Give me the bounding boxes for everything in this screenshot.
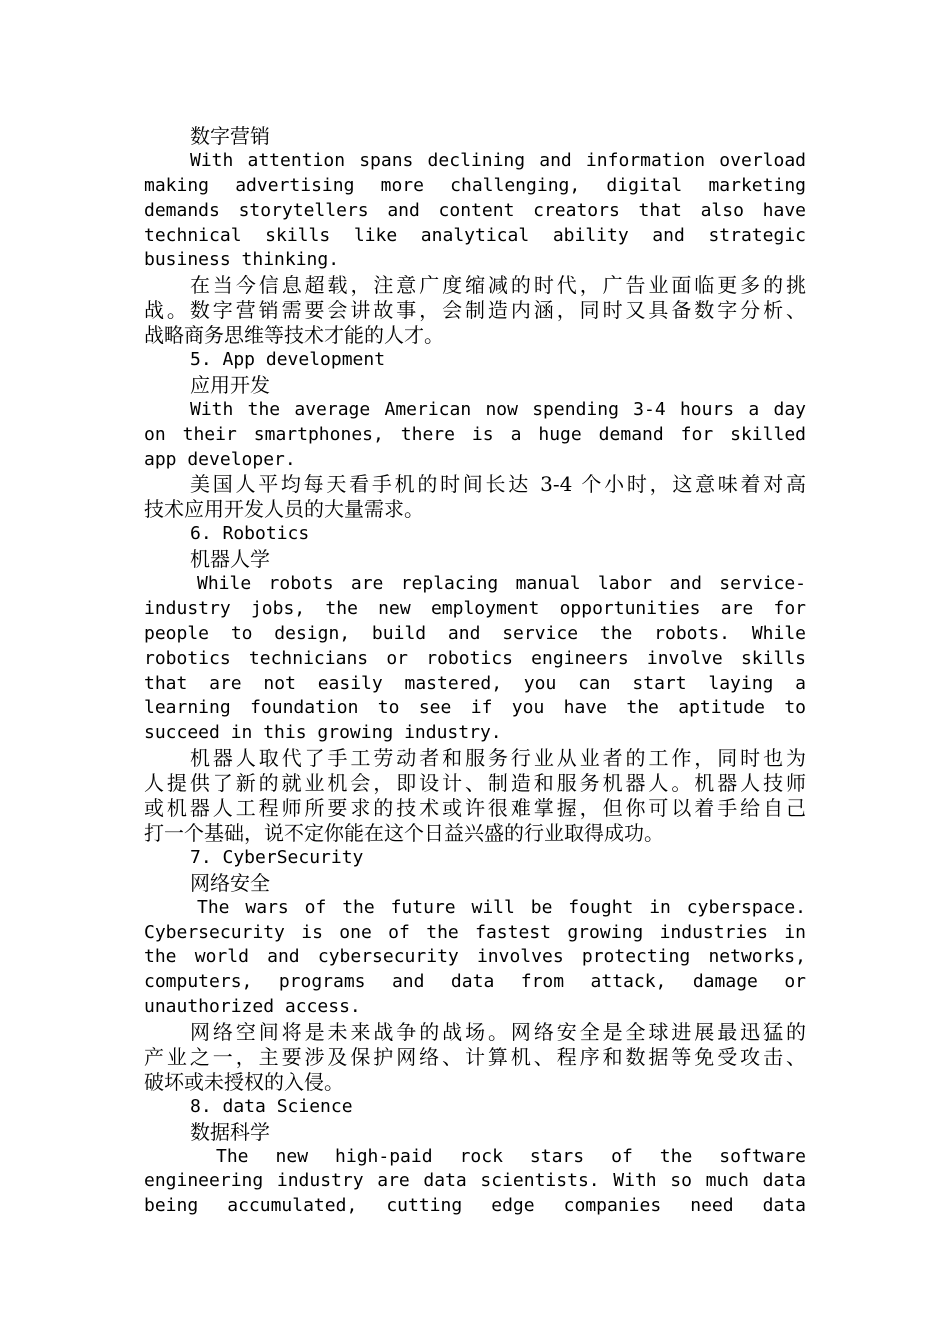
paragraph-line: making advertising more challenging, digital marketing xyxy=(144,174,806,196)
paragraph-line: With attention spans declining and information overload xyxy=(190,149,806,171)
paragraph-line-zh: 打一个基础，说不定你能在这个日益兴盛的行业取得成功。 xyxy=(144,820,664,845)
paragraph-line: computers, programs and data from attack, damage or xyxy=(144,971,806,993)
section-heading-zh: 应用开发 xyxy=(190,372,270,397)
paragraph-line-zh: 机器人取代了手工劳动者和服务行业从业者的工作，同时也为 xyxy=(190,746,806,771)
section-heading-en: 5. App development xyxy=(190,349,386,371)
paragraph-line: app developer. xyxy=(144,448,296,470)
paragraph-line-zh: 技术应用开发人员的大量需求。 xyxy=(144,497,424,522)
paragraph-line-zh: 破坏或未授权的入侵。 xyxy=(144,1069,344,1094)
section-heading-zh: 数据科学 xyxy=(190,1119,270,1144)
paragraph-line-zh: 网络空间将是未来战争的战场。网络安全是全球进展最迅猛的 xyxy=(190,1020,806,1045)
paragraph-line: business thinking. xyxy=(144,249,340,271)
paragraph-line: technical skills like analytical ability and strategic xyxy=(144,224,806,246)
paragraph-line: people to design, build and service the robots. While xyxy=(144,622,806,644)
paragraph-line: With the average American now spending 3-4 hours a day xyxy=(190,398,806,420)
paragraph-line: The new high-paid rock stars of the software xyxy=(216,1145,806,1167)
paragraph-line: The wars of the future will be fought in cyberspace. xyxy=(197,896,806,918)
paragraph-line: on their smartphones, there is a huge demand for skilled xyxy=(144,423,806,445)
paragraph-line-zh: 战略商务思维等技术才能的人才。 xyxy=(144,323,444,348)
document-page xyxy=(144,124,806,1219)
paragraph-line: succeed in this growing industry. xyxy=(144,722,502,744)
section-heading-en: 6. Robotics xyxy=(190,523,310,545)
paragraph-line: Cybersecurity is one of the fastest growing industries in xyxy=(144,921,806,943)
paragraph-line-zh: 人提供了新的就业机会，即设计、制造和服务机器人。机器人技师 xyxy=(144,771,806,796)
paragraph-line-zh: 美国人平均每天看手机的时间长达 3-4 个小时，这意味着对高 xyxy=(190,472,806,497)
section-heading-en: 7. CyberSecurity xyxy=(190,846,364,868)
paragraph-line: unauthorized access. xyxy=(144,996,361,1018)
paragraph-line-zh: 产业之一，主要涉及保护网络、计算机、程序和数据等免受攻击、 xyxy=(144,1044,806,1069)
paragraph-line: learning foundation to see if you have the aptitude to xyxy=(144,697,806,719)
paragraph-line: the world and cybersecurity involves protecting networks, xyxy=(144,946,806,968)
paragraph-line-zh: 战。数字营销需要会讲故事，会制造内涵，同时又具备数字分析、 xyxy=(144,298,806,323)
paragraph-line: demands storytellers and content creators that also have xyxy=(144,199,806,221)
paragraph-line: engineering industry are data scientists. With so much data xyxy=(144,1170,806,1192)
paragraph-line: While robots are replacing manual labor and service- xyxy=(197,573,806,595)
paragraph-line: industry jobs, the new employment opportunities are for xyxy=(144,597,806,619)
paragraph-line: being accumulated, cutting edge companies need data xyxy=(144,1195,806,1217)
paragraph-line-zh: 在当今信息超载，注意广度缩减的时代，广告业面临更多的挑 xyxy=(190,273,806,298)
paragraph-line: robotics technicians or robotics engineers involve skills xyxy=(144,647,806,669)
section-heading-zh: 数字营销 xyxy=(190,124,270,148)
section-heading-zh: 机器人学 xyxy=(190,547,270,572)
section-heading-en: 8. data Science xyxy=(190,1095,353,1117)
paragraph-line: that are not easily mastered, you can start laying a xyxy=(144,672,806,694)
paragraph-line-zh: 或机器人工程师所要求的技术或许很难掌握，但你可以着手给自己 xyxy=(144,796,806,821)
section-heading-zh: 网络安全 xyxy=(190,870,270,895)
